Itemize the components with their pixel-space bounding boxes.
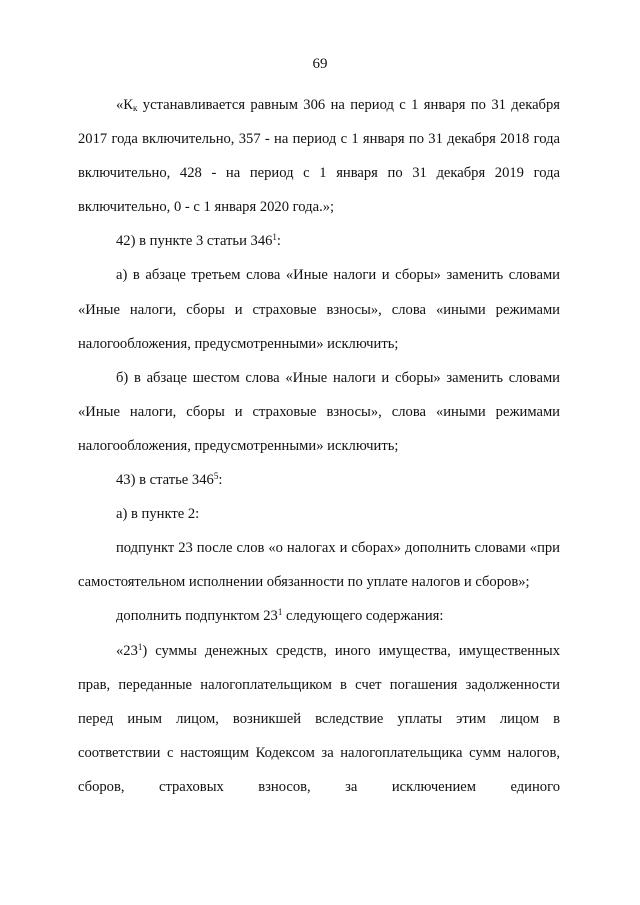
superscript: 1	[277, 607, 283, 618]
text-run: «К	[116, 97, 134, 113]
paragraph-subitem-23: подпункт 23 после слов «о налогах и сборах» дополнить словами «при самостоятельном исполнении обязанности по уплате налогов и сборов»;	[78, 540, 560, 591]
document-body	[78, 88, 560, 804]
paragraph-k-coefficient	[78, 88, 560, 224]
text-run: 43) в статье 346	[116, 472, 214, 489]
paragraph-add-subitem	[78, 599, 560, 633]
text-run: :	[276, 233, 281, 250]
paragraph-item-a: а) в абзаце третьем слова «Иные налоги и сборы» заменить словами «Иные налоги, сборы и страховые взносы», слова «иными режимами налогообложения, предусмотренными» исключить;	[78, 267, 560, 352]
text-run: 42) в пункте 3 статьи 346	[116, 233, 273, 250]
text-run: ) суммы денежных средств, иного имущества, имущественных прав, переданные налогоплательщиком в счет погашения задолженности перед иным лицом, возникшей вследствие уплаты этим лицом в соответствии с настоящим Кодексом за налогоплательщика сумм налогов, сборов, страховых взносов, за исключением единого	[78, 642, 560, 795]
superscript: 5	[213, 471, 219, 482]
page-number: 69	[312, 56, 328, 72]
text-run: :	[218, 472, 223, 489]
paragraph-subitem-23-1	[78, 634, 560, 804]
text-run: устанавливается равным 306 на период с 1 января по 31 декабря 2017 года включительно, 357 - на период с 1 января по 31 декабря 2018 года включительно, 428 - на период с 1 января по 31 декабря 2019 года включительно, 0 - с 1 января 2020 года.»;	[78, 97, 560, 216]
superscript: 1	[137, 641, 143, 652]
text-run: «23	[116, 642, 138, 659]
paragraph-item-43	[78, 463, 560, 497]
paragraph-item-42	[78, 224, 560, 258]
paragraph-item-a-point-2: а) в пункте 2:	[116, 506, 200, 523]
superscript: 1	[272, 232, 277, 243]
paragraph-item-b: б) в абзаце шестом слова «Иные налоги и сборы» заменить словами «Иные налоги, сборы и страховые взносы», слова «иными режимами налогообложения, предусмотренными» исключить;	[78, 369, 560, 454]
text-run: следующего содержания:	[282, 608, 444, 625]
text-run: дополнить подпунктом 23	[116, 608, 278, 625]
subscript: к	[133, 103, 138, 113]
